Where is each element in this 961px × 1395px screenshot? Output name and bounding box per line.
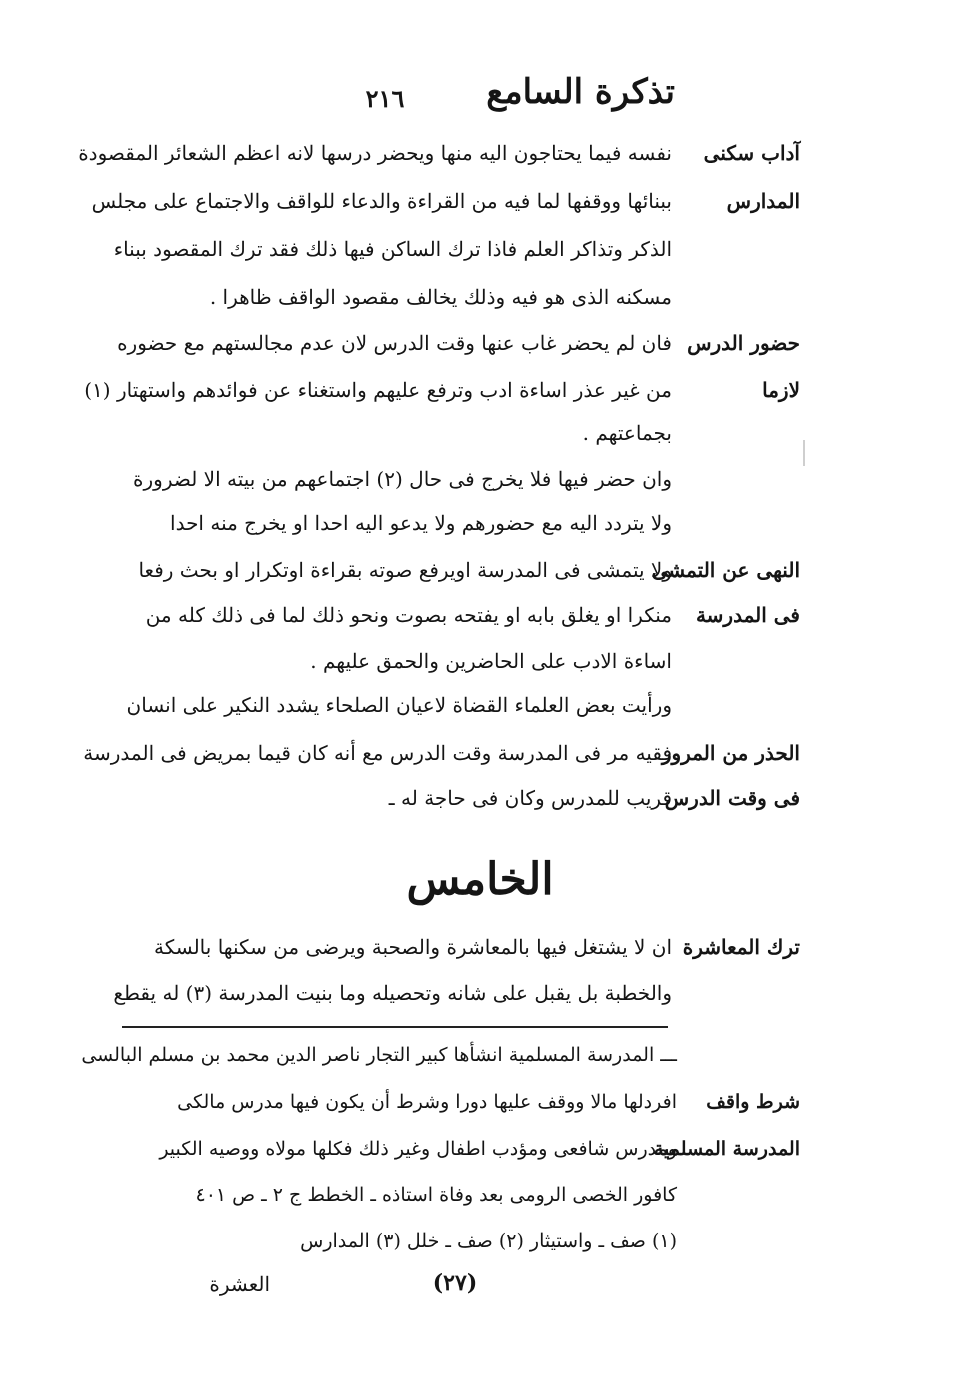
side-heading: النهى عن التمشى [651, 558, 800, 582]
signature-mark: (٢٧) [432, 1270, 478, 1296]
footnote-line: كافور الخصى الرومى بعد وفاة استاذه ـ الخطط ج ٢ ـ ص ٤٠١ [195, 1184, 677, 1206]
side-heading: ترك المعاشرة [682, 935, 800, 959]
body-line: فان لم يحضر غاب عنها وقت الدرس لان عدم مجالستهم مع حضوره [117, 331, 672, 355]
side-heading: حضور الدرس [687, 331, 800, 355]
footnote-line: افردلها مالا ووقف عليها دورا وشرط أن يكون فيها مدرس مالكى [177, 1091, 677, 1113]
body-line: من غير عذر اساءة ادب وترفع عليهم واستغناء عن فوائدهم واستهتار (١) [84, 378, 672, 402]
body-line: وان حضر فيها فلا يخرج فى حال (٢) اجتماعهم من بيته الا لضرورة [133, 467, 672, 491]
body-line: الذكر وتذاكر العلم فاذا ترك الساكن فيها ذلك فقد ترك المقصود ببناء [113, 237, 672, 261]
side-heading: شرط واقف [706, 1091, 800, 1113]
footnote-line: ـــ المدرسة المسلمية انشأها كبير التجار ناصر الدين محمد بن مسلم البالسى [81, 1044, 677, 1066]
body-line: ورأيت بعض العلماء القضاة لاعيان الصلحاء يشدد النكير على انسان [126, 693, 672, 717]
side-heading: فى وقت الدرس [664, 786, 800, 810]
scan-mark [803, 440, 805, 466]
body-line: ان لا يشتغل فيها بالمعاشرة والصحبة ويرضى من سكنها بالسكة [153, 935, 672, 959]
side-heading: فى المدرسة [695, 603, 800, 627]
side-heading: المدارس [726, 189, 800, 213]
body-line: مسكنه الذى هو فيه وذلك يخالف مقصود الواقف ظاهرا . [209, 285, 672, 309]
body-line: بجماعتهم . [582, 421, 672, 445]
footnote-divider [122, 1026, 668, 1028]
body-line: نفسه فيما يحتاجون اليه منها ويحضر درسها لانه اعظم الشعائر المقصودة [78, 141, 672, 165]
body-line: منكرا او يغلق بابه او يفتحه بصوت ونحو ذلك لما فى ذلك كله من [145, 603, 672, 627]
side-heading: آداب سكنى [703, 141, 800, 165]
body-line: قريب للمدرس وكان فى حاجة له ـ [388, 786, 672, 810]
body-line: اساءة الادب على الحاضرين والحمق عليهم . [310, 649, 672, 673]
body-line: ولا يتردد اليه مع حضورهم ولا يدعو اليه احدا او يخرج منه احدا [170, 511, 672, 535]
footnote-line: (١) صف ـ واستيثار (٢) صف ـ خلل (٣) المدارس [300, 1230, 677, 1252]
running-title: تذكرة السامع [486, 72, 675, 112]
body-line: ببنائها ووقفها لما فيه من القراءة والدعاء للواقف والاجتماع على مجلس [91, 189, 672, 213]
side-heading: الحذر من المرور [661, 741, 800, 765]
side-heading: المدرسة المسلمية [653, 1138, 800, 1160]
body-line: فقيه مر فى المدرسة وقت الدرس مع أنه كان قيما بمريض فى المدرسة [83, 741, 672, 765]
page-number: ٢١٦ [365, 84, 405, 113]
body-line: والخطبة بل يقبل على شانه وتحصيله وما بنيت المدرسة (٣) له يقطع [113, 981, 672, 1005]
catchword: العشرة [209, 1272, 270, 1296]
body-line: ولا يتمشى فى المدرسة اويرفع صوته بقراءة اوتكرار او بحث رفعا [138, 558, 672, 582]
footnote-line: ومدرس شافعى ومؤدب اطفال وغير ذلك فكلها مولاه ووصيه الكبير [159, 1138, 677, 1160]
section-heading: الخامس [406, 854, 554, 905]
side-heading: لازما [762, 378, 800, 402]
